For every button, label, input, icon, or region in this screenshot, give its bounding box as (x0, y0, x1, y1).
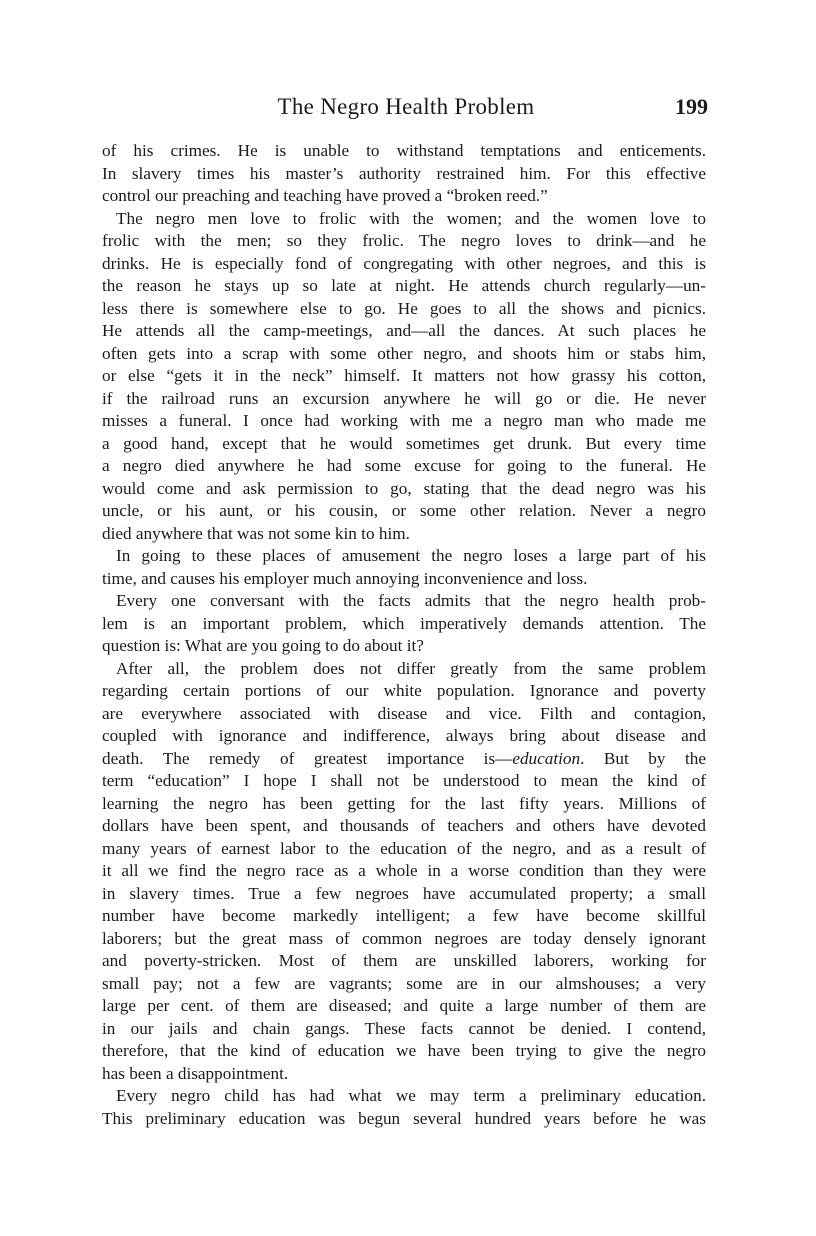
text-line: He attends all the camp-meetings, and—all the dances. At such places he (102, 321, 706, 340)
text-line: drinks. He is especially fond of congregating with other negroes, and this is (102, 253, 706, 273)
text-line: number have become markedly intelligent; a few have become skillful (102, 906, 706, 925)
text-line: Every one conversant with the facts admits that the negro health prob- (116, 591, 706, 610)
body-text (102, 140, 706, 1130)
text-line: time, and causes his employer much annoying inconvenience and loss. (102, 568, 588, 588)
text-line: question is: What are you going to do about it? (102, 636, 424, 655)
text-line: lem is an important problem, which imperatively demands attention. The (102, 613, 706, 633)
text-line: many years of earnest labor to the education of the negro, and as a result of (102, 838, 706, 858)
text-line: therefore, that the kind of education we have been trying to give the negro (102, 1041, 706, 1060)
text-line: Every negro child has had what we may term a preliminary education. (116, 1086, 706, 1105)
text-line: less there is somewhere else to go. He goes to all the shows and picnics. (102, 298, 706, 318)
text-line: of his crimes. He is unable to withstand temptations and enticements. (102, 141, 706, 160)
text-line: learning the negro has been getting for the last fifty years. Millions of (102, 793, 706, 813)
text-line: has been a disappointment. (102, 1063, 289, 1083)
running-head (100, 94, 712, 124)
text-line (102, 748, 706, 771)
text-line: coupled with ignorance and indifference, always bring about disease and (102, 726, 706, 745)
text-line: a good hand, except that he would sometimes get drunk. But every time (102, 433, 706, 453)
text-segment: death. The remedy of greatest importance is— (102, 748, 513, 768)
text-line: if the railroad runs an excursion anywhere he will go or die. He never (102, 388, 706, 408)
text-line: a negro died anywhere he had some excuse for going to the funeral. He (102, 456, 706, 475)
page-number: 199 (675, 94, 708, 119)
text-line: laborers; but the great mass of common negroes are today densely ignorant (102, 928, 706, 948)
text-line: often gets into a scrap with some other negro, and shoots him or stabs him, (102, 343, 706, 363)
text-line: In going to these places of amusement the negro loses a large part of his (116, 546, 706, 565)
text-line: in slavery times. True a few negroes have accumulated property; a small (102, 883, 706, 903)
text-line: misses a funeral. I once had working with me a negro man who made me (102, 411, 706, 430)
text-line: large per cent. of them are diseased; and quite a large number of them are (102, 996, 706, 1015)
text-line: are everywhere associated with disease and vice. Filth and contagion, (102, 703, 706, 723)
running-title: The Negro Health Problem (277, 94, 535, 119)
text-line: died anywhere that was not some kin to him. (102, 523, 410, 543)
text-line: After all, the problem does not differ greatly from the same problem (116, 658, 706, 678)
text-line: frolic with the men; so they frolic. The negro loves to drink—and he (102, 231, 706, 250)
text-line: regarding certain portions of our white population. Ignorance and poverty (102, 681, 706, 700)
emphasis-education: education (512, 748, 581, 768)
text-line: the reason he stays up so late at night. He attends church regularly—un- (102, 276, 706, 295)
text-line: small pay; not a few are vagrants; some are in our almshouses; a very (102, 973, 706, 993)
text-line: term “education” I hope I shall not be understood to mean the kind of (102, 771, 706, 790)
text-line: in our jails and chain gangs. These facts cannot be denied. I contend, (102, 1018, 706, 1038)
text-line: and poverty-stricken. Most of them are unskilled laborers, working for (102, 951, 706, 970)
text-line: would come and ask permission to go, stating that the dead negro was his (102, 478, 706, 498)
text-line: control our preaching and teaching have proved a “broken reed.” (102, 186, 548, 205)
text-line: it all we find the negro race as a whole in a worse condition than they were (102, 861, 706, 880)
text-line: This preliminary education was begun several hundred years before he was (102, 1108, 706, 1128)
text-segment: . But by the (580, 748, 706, 768)
text-line: or else “gets it in the neck” himself. It matters not how grassy his cotton, (102, 366, 706, 385)
text-line: The negro men love to frolic with the women; and the women love to (116, 208, 706, 228)
text-line: dollars have been spent, and thousands of teachers and others have devoted (102, 816, 706, 835)
text-line: In slavery times his master’s authority restrained him. For this effective (102, 163, 706, 183)
text-line: uncle, or his aunt, or his cousin, or some other relation. Never a negro (102, 501, 706, 520)
